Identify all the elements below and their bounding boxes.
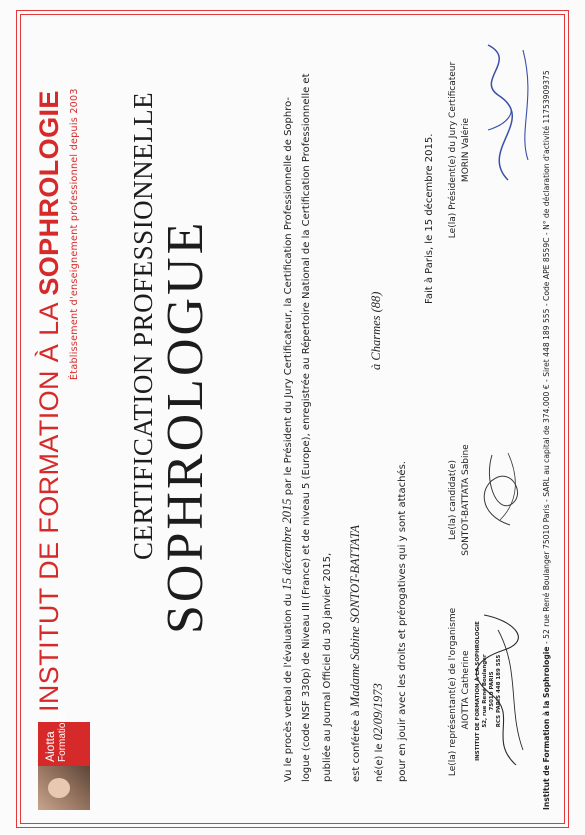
footer-bold: Institut de Formation à la Sophrologie	[542, 646, 551, 810]
rep-role: Le(la) représentant(e) de l'organisme	[448, 607, 458, 777]
president-signature-icon	[468, 40, 543, 190]
rep-name: AIOTTA Catherine	[461, 650, 471, 730]
logo-badge	[38, 711, 90, 766]
certificate-document	[28, 20, 558, 810]
body-line-3: publiée au Journal Officiel du 30 janvier 2015,	[322, 552, 333, 782]
cand-signature-icon	[470, 445, 530, 535]
stamp-line3: 75010 PARIS	[489, 671, 495, 711]
recipient-name: Madame Sabine SONTOT-BATTATA	[348, 525, 362, 708]
body-line-4	[348, 525, 363, 782]
body-line-2: logue (code NSF 330p) de Niveau III (France) et de niveau 5 (Europe), enregistrée au Répertoire National de la Certification Professionnelle et	[301, 73, 312, 782]
body-line-6: pour en jouir avec les droits et prérogatives qui y sont attachés.	[397, 461, 408, 782]
body-line-1b: par le Président du Jury Certificateur, la Certification Professionnelle de Sophro-	[283, 96, 294, 496]
institute-name: SOPHROLOGIE	[34, 90, 64, 296]
logo-photo	[38, 766, 90, 810]
cand-name: SONTOT-BATTATA Sabine	[461, 444, 471, 556]
logo	[38, 711, 90, 810]
stamp-line4: RCS PARIS 448 189 555	[496, 654, 502, 728]
certificate-title: CERTIFICATION PROFESSIONNELLE	[128, 91, 158, 560]
cand-role: Le(la) candidat(e)	[448, 460, 458, 540]
logo-line2: Formations	[57, 711, 68, 762]
pres-role: Le(la) Président(e) du Jury Certificateur	[448, 61, 458, 239]
done-at: Fait à Paris, le 15 décembre 2015.	[424, 133, 435, 304]
birth-date: 02/09/1973	[371, 683, 385, 741]
body-line-5	[371, 683, 386, 782]
birth-place: à Charmes (88)	[369, 291, 383, 370]
evaluation-date: 15 décembre 2015	[280, 498, 294, 591]
certificate-profession: SOPHROLOGUE	[157, 219, 214, 634]
body-line-5a: né(e) le	[374, 743, 385, 782]
logo-line1: Aiotta	[43, 731, 57, 762]
body-line-1a: Vu le procès verbal de l'évaluation du	[283, 593, 294, 782]
institute-subtitle: Établissement d'enseignement professionnel depuis 2003	[69, 88, 80, 380]
body-line-4a: est conférée à	[351, 710, 362, 782]
body-line-1	[280, 97, 295, 782]
institute-prefix: INSTITUT DE FORMATION À LA	[34, 303, 64, 712]
footer	[542, 70, 551, 810]
stamp-line1: INSTITUT DE FORMATION À LA SOPHROLOGIE	[475, 621, 481, 761]
rep-signature-icon	[468, 610, 528, 770]
footer-rest: - 52 rue René Boulanger 75010 Paris - SARL au capital de 374.000 € - Siret 448 189 555 - Code APE 8559C - N° de déclaration d'activité 11753909375	[542, 70, 551, 645]
institute-title	[34, 90, 65, 712]
pres-name: MORIN Valérie	[461, 117, 471, 183]
stamp-line2: 52, rue René Boulanger	[482, 654, 488, 728]
